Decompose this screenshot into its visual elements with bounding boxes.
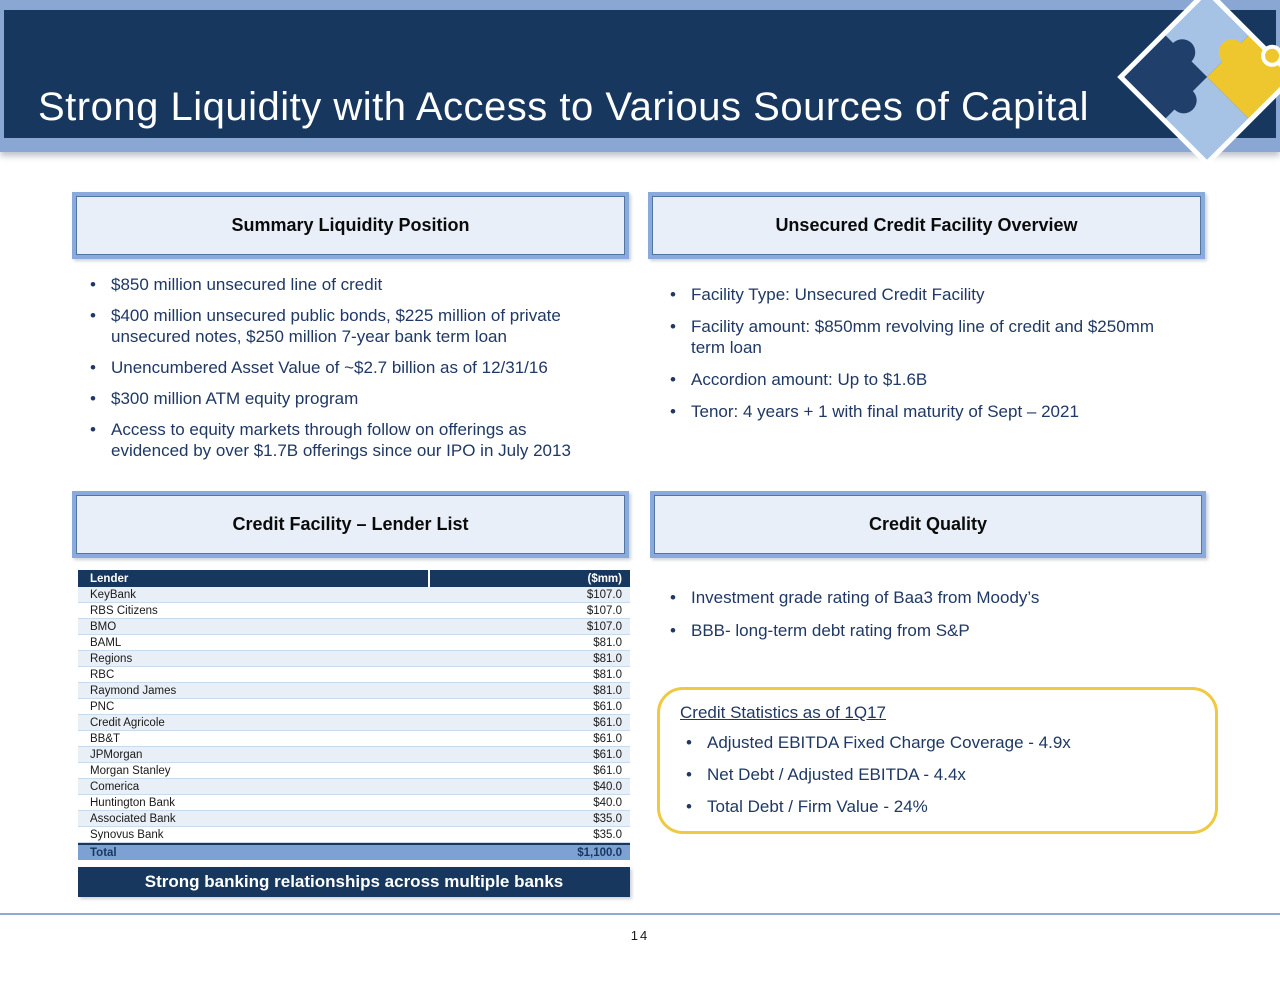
credit-statistics-heading: Credit Statistics as of 1Q17 [680, 703, 886, 722]
lender-cell: Huntington Bank [90, 796, 176, 809]
total-amount: $1,100.0 [577, 846, 622, 859]
banking-relationships-banner: Strong banking relationships across multiple banks [78, 867, 630, 897]
bullet-item: • $300 million ATM equity program [88, 388, 600, 409]
amount-cell: $61.0 [593, 732, 622, 745]
lender-cell: Raymond James [90, 684, 177, 697]
credit-statistics-callout [657, 687, 1218, 834]
table-row [78, 779, 630, 795]
bullet-item: • Total Debt / Firm Value - 24% [684, 796, 1215, 817]
bullet-item: • Accordion amount: Up to $1.6B [668, 369, 1188, 390]
amount-cell: $40.0 [593, 796, 622, 809]
summary-liquidity-header: Summary Liquidity Position [72, 192, 629, 259]
bullet-item: • Investment grade rating of Baa3 from Moody’s [668, 587, 1188, 608]
bullet-item: • Access to equity markets through follow on offerings as evidenced by over $1.7B offerings since our IPO in July 2013 [88, 419, 600, 461]
amount-cell: $61.0 [593, 748, 622, 761]
lender-cell: RBC [90, 668, 115, 681]
summary-liquidity-list [88, 274, 600, 471]
table-row [78, 811, 630, 827]
amount-cell: $35.0 [593, 812, 622, 825]
bullet-item: • Unencumbered Asset Value of ~$2.7 billion as of 12/31/16 [88, 357, 600, 378]
lender-cell: KeyBank [90, 588, 137, 601]
page-title: Strong Liquidity with Access to Various Sources of Capital [38, 85, 1089, 129]
bullet-item: • Adjusted EBITDA Fixed Charge Coverage - 4.9x [684, 732, 1215, 753]
amount-cell: $81.0 [593, 652, 622, 665]
table-header-row [78, 570, 630, 587]
amount-cell: $40.0 [593, 780, 622, 793]
table-total-row [78, 843, 630, 860]
bullet-item: • Facility Type: Unsecured Credit Facility [668, 284, 1188, 305]
lender-cell: PNC [90, 700, 115, 713]
lender-cell: Comerica [90, 780, 140, 793]
header-band [0, 0, 1280, 152]
table-row [78, 619, 630, 635]
credit-quality-list [668, 587, 1188, 653]
puzzle-diamond-logo-icon [1114, 0, 1280, 170]
lender-cell: Synovus Bank [90, 828, 164, 841]
credit-quality-header: Credit Quality [650, 491, 1206, 558]
table-row [78, 763, 630, 779]
bullet-item: • Facility amount: $850mm revolving line of credit and $250mm term loan [668, 316, 1188, 358]
lender-cell: BMO [90, 620, 117, 633]
amount-cell: $61.0 [593, 700, 622, 713]
bullet-item: • BBB- long-term debt rating from S&P [668, 620, 1188, 641]
amount-cell: $107.0 [586, 588, 622, 601]
table-row [78, 715, 630, 731]
lender-cell: BAML [90, 636, 122, 649]
table-row [78, 635, 630, 651]
header-navy-bar [4, 10, 1276, 138]
lender-cell: Morgan Stanley [90, 764, 171, 777]
amount-cell: $81.0 [593, 668, 622, 681]
amount-column-header: ($mm) [587, 572, 622, 585]
table-row [78, 651, 630, 667]
amount-cell: $61.0 [593, 764, 622, 777]
table-row [78, 667, 630, 683]
amount-cell: $35.0 [593, 828, 622, 841]
lender-cell: BB&T [90, 732, 121, 745]
lender-cell: JPMorgan [90, 748, 143, 761]
total-label: Total [90, 846, 117, 859]
table-row [78, 587, 630, 603]
bullet-item: • Tenor: 4 years + 1 with final maturity of Sept – 2021 [668, 401, 1188, 422]
lender-table [78, 570, 630, 860]
lender-list-header: Credit Facility – Lender List [72, 491, 629, 558]
facility-overview-header: Unsecured Credit Facility Overview [648, 192, 1205, 259]
facility-overview-list [668, 284, 1188, 433]
table-row [78, 795, 630, 811]
page-number: 14 [630, 928, 650, 943]
table-row [78, 683, 630, 699]
lender-column-header: Lender [78, 570, 430, 587]
amount-cell: $61.0 [593, 716, 622, 729]
footer-divider [0, 913, 1280, 915]
amount-cell: $107.0 [586, 604, 622, 617]
amount-cell: $81.0 [593, 636, 622, 649]
amount-cell: $81.0 [593, 684, 622, 697]
table-row [78, 747, 630, 763]
lender-cell: Regions [90, 652, 133, 665]
table-row [78, 699, 630, 715]
bullet-item: • $400 million unsecured public bonds, $225 million of private unsecured notes, $250 million 7-year bank term loan [88, 305, 600, 347]
lender-cell: Credit Agricole [90, 716, 165, 729]
bullet-item: • Net Debt / Adjusted EBITDA - 4.4x [684, 764, 1215, 785]
bullet-item: • $850 million unsecured line of credit [88, 274, 600, 295]
lender-cell: RBS Citizens [90, 604, 158, 617]
table-row [78, 603, 630, 619]
lender-cell: Associated Bank [90, 812, 176, 825]
table-row [78, 827, 630, 843]
credit-statistics-list [684, 732, 1215, 817]
table-row [78, 731, 630, 747]
amount-cell: $107.0 [586, 620, 622, 633]
